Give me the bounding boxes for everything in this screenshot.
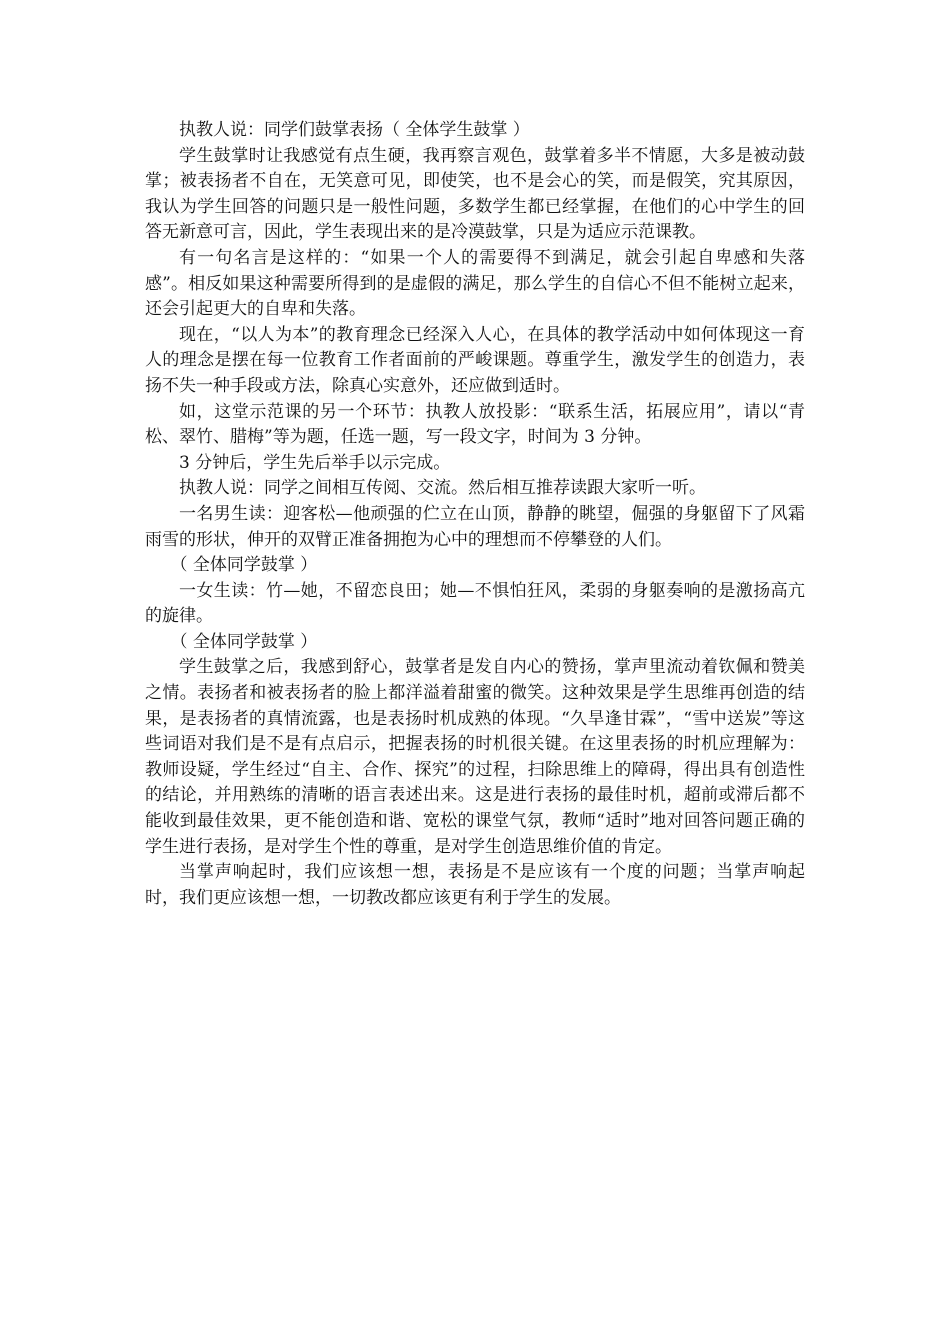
- paragraph: 当掌声响起时，我们应该想一想，表扬是不是应该有一个度的问题；当掌声响起时，我们更应该想一想，一切教改都应该更有利于学生的发展。: [145, 862, 805, 908]
- paragraph: 一名男生读：迎客松—他顽强的伫立在山顶，静静的眺望，倔强的身躯留下了风霜雨雪的形状，伸开的双臂正准备拥抱为心中的理想而不停攀登的人们。: [145, 503, 805, 550]
- stage-direction: （ 全体同学鼓掌 ）: [170, 555, 318, 576]
- paragraph: 执教人说：同学之间相互传阅、交流。然后相互推荐读跟大家听一听。: [179, 478, 706, 499]
- stage-direction: （ 全体同学鼓掌 ）: [170, 631, 318, 652]
- paragraph: 执教人说：同学们鼓掌表扬（ 全体学生鼓掌 ）: [179, 120, 530, 140]
- document-body: [145, 118, 805, 911]
- paragraph: 如，这堂示范课的另一个环节：执教人放投影：“联系生活，拓展应用”，请以“青松、翠竹、腊梅”等为题，任选一题，写一段文字，时间为 3 分钟。: [145, 401, 805, 448]
- paragraph: 3 分钟后，学生先后举手以示完成。: [179, 452, 451, 473]
- paragraph: 有一句名言是这样的：“如果一个人的需要得不到满足，就会引起自卑感和失落感”。相反如果这种需要所得到的是虚假的满足，那么学生的自信心不但不能树立起来，还会引起更大的自卑和失落。: [145, 247, 805, 320]
- paragraph: 学生鼓掌时让我感觉有点生硬，我再察言观色，鼓掌着多半不情愿，大多是被动鼓掌；被表扬者不自在，无笑意可见，即使笑，也不是会心的笑，而是假笑，究其原因，我认为学生回答的问题只是一般性问题，多数学生都已经掌握，在他们的心中学生的回答无新意可言，因此，学生表现出来的是冷漠鼓掌，只是为适应示范课教。: [145, 145, 805, 243]
- paragraph: 现在，“以人为本”的教育理念已经深入人心，在具体的教学活动中如何体现这一育人的理念是摆在每一位教育工作者面前的严峻课题。尊重学生，激发学生的创造力，表扬不失一种手段或方法，除真心实意外，还应做到适时。: [145, 324, 805, 396]
- paragraph: 一女生读：竹—她，不留恋良田；她—不惧怕狂风，柔弱的身躯奏响的是激扬高亢的旋律。: [145, 580, 805, 627]
- paragraph: 学生鼓掌之后，我感到舒心，鼓掌者是发自内心的赞扬，掌声里流动着钦佩和赞美之情。表扬者和被表扬者的脸上都洋溢着甜蜜的微笑。这种效果是学生思维再创造的结果，是表扬者的真情流露，也是表扬时机成熟的体现。“久旱逢甘霖”，“雪中送炭”等这些词语对我们是不是有点启示，把握表扬的时机很关键。在这里表扬的时机应理解为：教师设疑，学生经过“自主、合作、探究”的过程，扫除思维上的障碍，得出具有创造性的结论，并用熟练的清晰的语言表述出来。这是进行表扬的最佳时机，超前或滞后都不能收到最佳效果，更不能创造和谐、宽松的课堂气氛，教师“适时”地对回答问题正确的学生进行表扬，是对学生个性的尊重，是对学生创造思维价值的肯定。: [145, 657, 805, 857]
